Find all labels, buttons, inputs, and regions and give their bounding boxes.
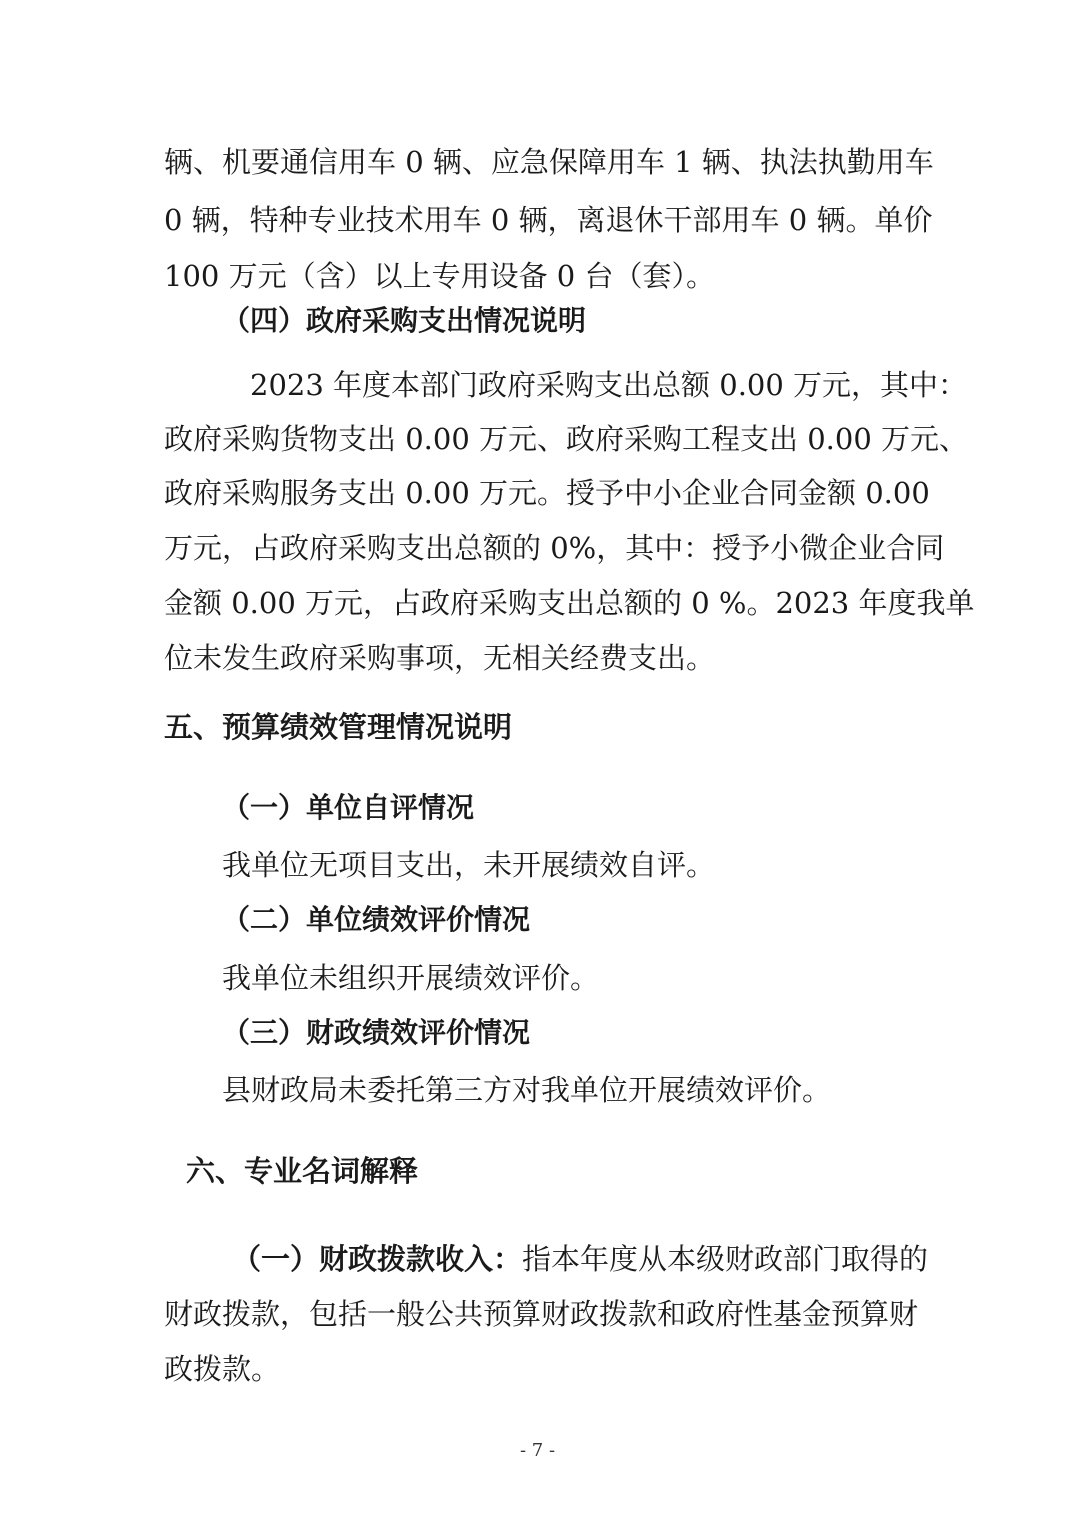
fiscal-eval-text: 县财政局未委托第三方对我单位开展绩效评价。: [222, 1073, 832, 1107]
unit-eval-text: 我单位未组织开展绩效评价。: [222, 961, 600, 995]
vehicles-line-2: 0 辆，特种专业技术用车 0 辆，离退休干部用车 0 辆。单价: [164, 203, 933, 237]
vehicles-line-3: 100 万元（含）以上专用设备 0 台（套）。: [164, 259, 715, 293]
procurement-line-3: 政府采购服务支出 0.00 万元。授予中小企业合同金额 0.00: [164, 476, 930, 510]
procurement-heading: （四）政府采购支出情况说明: [222, 304, 587, 337]
procurement-line-1: 2023 年度本部门政府采购支出总额 0.00 万元，其中：: [250, 368, 968, 402]
glossary-heading: 六、专业名词解释: [186, 1154, 419, 1188]
glossary-term-1-definition-start: 指本年度从本级财政部门取得的: [522, 1242, 929, 1276]
vehicles-line-1: 辆、机要通信用车 0 辆、应急保障用车 1 辆、执法执勤用车: [164, 145, 934, 179]
self-eval-text: 我单位无项目支出，未开展绩效自评。: [222, 848, 716, 882]
fiscal-eval-heading: （三）财政绩效评价情况: [222, 1016, 531, 1049]
unit-eval-heading: （二）单位绩效评价情况: [222, 903, 531, 936]
procurement-line-6: 位未发生政府采购事项，无相关经费支出。: [164, 641, 716, 675]
glossary-term-1-line-2: 财政拨款，包括一般公共预算财政拨款和政府性基金预算财: [164, 1297, 919, 1331]
glossary-term-1-line-1: [232, 1239, 929, 1279]
performance-heading: 五、预算绩效管理情况说明: [164, 710, 513, 744]
procurement-line-4: 万元，占政府采购支出总额的 0%，其中：授予小微企业合同: [164, 531, 945, 565]
glossary-term-1-label: （一）财政拨款收入：: [232, 1242, 523, 1276]
page-number: - 7 -: [519, 1440, 556, 1461]
self-eval-heading: （一）单位自评情况: [222, 791, 475, 824]
procurement-line-5: 金额 0.00 万元，占政府采购支出总额的 0 %。2023 年度我单: [164, 586, 975, 620]
glossary-term-1-line-3: 政拨款。: [164, 1352, 281, 1386]
procurement-line-2: 政府采购货物支出 0.00 万元、政府采购工程支出 0.00 万元、: [164, 422, 969, 456]
